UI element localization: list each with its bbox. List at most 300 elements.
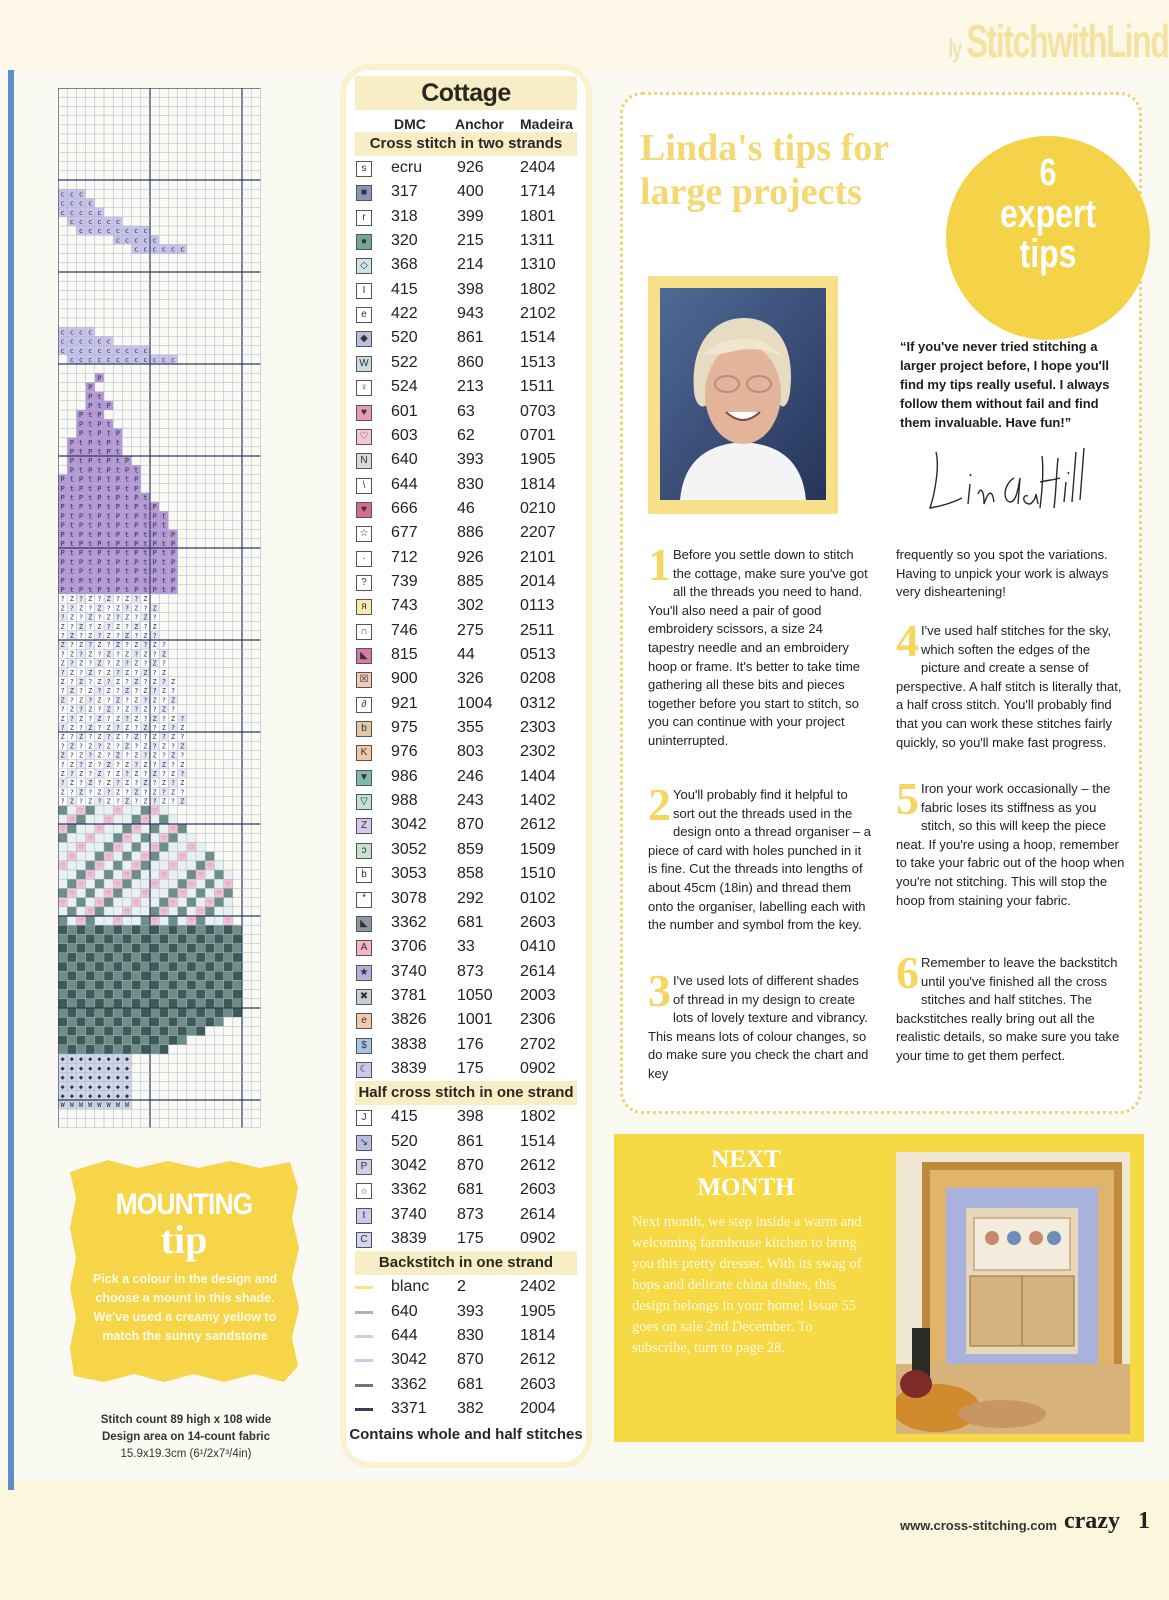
svg-text:◆: ◆ — [69, 1082, 74, 1091]
svg-text:c: c — [78, 208, 84, 217]
svg-text:t: t — [124, 521, 130, 530]
svg-text:Z: Z — [88, 779, 93, 788]
svg-text:c: c — [97, 208, 102, 217]
footer-url: www.cross-stitching.com — [900, 1518, 1057, 1533]
svg-text:?: ? — [134, 613, 139, 622]
key-row — [356, 716, 576, 740]
svg-text:?: ? — [134, 705, 139, 714]
svg-text:◆: ◆ — [78, 1092, 84, 1100]
svg-text:t: t — [143, 494, 148, 502]
svg-text:t: t — [161, 512, 166, 521]
svg-text:♡: ♡ — [115, 880, 120, 889]
svg-text:P: P — [115, 586, 120, 594]
svg-text:?: ? — [97, 705, 102, 714]
key-madeira: 2614 — [520, 1205, 556, 1223]
svg-text:◆: ◆ — [69, 1064, 74, 1073]
svg-text:Z: Z — [69, 705, 74, 714]
key-madeira: 0513 — [520, 646, 556, 663]
svg-text:t: t — [88, 503, 93, 512]
mounting-subtitle: tip — [160, 1217, 208, 1262]
svg-text:P: P — [97, 512, 102, 521]
key-madeira: 0410 — [520, 938, 556, 956]
key-anchor: 398 — [457, 1108, 484, 1126]
key-madeira: 1905 — [520, 1302, 556, 1320]
svg-text:♡: ♡ — [170, 825, 176, 834]
svg-text:?: ? — [78, 779, 84, 788]
key-row — [356, 765, 576, 789]
svg-text:c: c — [78, 218, 84, 226]
svg-text:?: ? — [170, 779, 176, 788]
key-dmc: 3042 — [391, 1157, 427, 1174]
svg-text:c: c — [161, 356, 166, 364]
svg-text:t: t — [124, 512, 130, 521]
svg-text:?: ? — [69, 641, 74, 650]
svg-text:Z: Z — [124, 613, 130, 622]
svg-text:♡: ♡ — [115, 917, 120, 926]
key-madeira: 2612 — [520, 816, 556, 834]
svg-text:c: c — [124, 356, 130, 364]
badge-text-line1: expert — [999, 192, 1097, 236]
svg-text:?: ? — [78, 595, 84, 604]
svg-text:?: ? — [97, 632, 102, 640]
next-month-title-line1: NEXT — [711, 1146, 781, 1173]
svg-text:Z: Z — [106, 779, 111, 788]
key-dmc: 3042 — [391, 1351, 427, 1369]
key-dmc: 644 — [391, 1327, 418, 1345]
svg-text:t: t — [69, 475, 74, 484]
svg-text:P: P — [115, 576, 120, 585]
svg-text:◆: ◆ — [115, 1064, 120, 1073]
svg-text:◆: ◆ — [115, 1082, 120, 1091]
svg-text:t: t — [143, 558, 148, 567]
svg-text:t: t — [69, 576, 74, 585]
svg-text:c: c — [143, 236, 148, 245]
svg-text:Z: Z — [143, 724, 148, 732]
svg-text:c: c — [115, 236, 120, 245]
svg-text:P: P — [60, 530, 65, 539]
svg-text:c: c — [134, 236, 139, 245]
svg-text:♡: ♡ — [78, 843, 84, 852]
key-madeira: 2614 — [520, 962, 556, 980]
svg-text:?: ? — [97, 687, 102, 696]
svg-text:?: ? — [143, 733, 148, 742]
svg-text:P: P — [97, 374, 102, 383]
svg-text:t: t — [88, 549, 93, 558]
svg-text:Z: Z — [143, 613, 148, 622]
svg-text:◆: ◆ — [88, 1092, 93, 1100]
svg-text:?: ? — [143, 604, 148, 613]
svg-text:c: c — [106, 356, 111, 364]
key-madeira: 1814 — [520, 1327, 556, 1345]
svg-text:Z: Z — [97, 770, 102, 778]
svg-text:Z: Z — [97, 733, 102, 742]
key-anchor: 1004 — [457, 694, 493, 712]
key-row — [356, 643, 576, 667]
svg-text:Z: Z — [170, 733, 176, 742]
svg-text:c: c — [78, 337, 84, 346]
svg-text:Z: Z — [106, 668, 111, 677]
svg-text:Z: Z — [88, 650, 93, 659]
svg-text:Z: Z — [78, 770, 84, 778]
svg-text:?: ? — [143, 788, 148, 797]
svg-text:c: c — [60, 190, 65, 199]
svg-text:?: ? — [161, 788, 166, 797]
svg-text:♡: ♡ — [180, 852, 185, 861]
badge-text-line2: tips — [1019, 232, 1077, 276]
key-anchor: 214 — [457, 256, 484, 274]
key-symbol: ◣ — [356, 916, 372, 932]
svg-text:♡: ♡ — [60, 898, 65, 907]
col-header-dmc: DMC — [394, 116, 426, 132]
key-anchor: 873 — [457, 962, 484, 980]
svg-text:?: ? — [152, 687, 157, 696]
svg-text:?: ? — [60, 742, 65, 751]
svg-text:Z: Z — [60, 659, 65, 668]
svg-text:Z: Z — [124, 632, 130, 640]
svg-text:Z: Z — [143, 760, 148, 769]
svg-text:?: ? — [97, 595, 102, 604]
svg-text:♡: ♡ — [134, 825, 139, 834]
svg-text:P: P — [134, 512, 139, 521]
svg-text:Z: Z — [124, 760, 130, 769]
key-madeira: 0210 — [520, 499, 556, 517]
key-dmc: 3706 — [391, 938, 427, 956]
svg-text:◆: ◆ — [115, 1073, 120, 1082]
key-anchor: 355 — [457, 719, 484, 737]
svg-text:P: P — [134, 567, 139, 576]
key-madeira: 1802 — [520, 280, 556, 298]
svg-text:?: ? — [88, 770, 93, 778]
svg-text:Z: Z — [106, 760, 111, 769]
svg-text:Z: Z — [161, 724, 166, 732]
key-dmc: 743 — [391, 597, 418, 615]
svg-text:♡: ♡ — [69, 852, 74, 861]
svg-text:c: c — [106, 227, 111, 236]
svg-text:P: P — [78, 512, 84, 521]
svg-text:?: ? — [124, 733, 130, 742]
svg-text:Z: Z — [143, 797, 148, 806]
svg-text:?: ? — [106, 604, 111, 613]
svg-text:Z: Z — [69, 760, 74, 769]
svg-text:Z: Z — [134, 751, 139, 760]
key-symbol: ♥ — [356, 405, 372, 421]
tip-item — [896, 773, 1128, 910]
svg-text:Z: Z — [88, 742, 93, 751]
svg-text:Z: Z — [115, 714, 120, 723]
svg-text:Z: Z — [78, 659, 84, 668]
svg-text:P: P — [170, 530, 176, 539]
svg-text:Z: Z — [97, 641, 102, 650]
svg-text:Z: Z — [152, 733, 157, 742]
svg-text:t: t — [88, 558, 93, 567]
svg-text:Z: Z — [78, 751, 84, 760]
svg-text:?: ? — [69, 714, 74, 723]
svg-text:P: P — [152, 586, 157, 594]
svg-text:P: P — [78, 530, 84, 539]
svg-text:P: P — [97, 576, 102, 585]
key-dmc: ecru — [391, 159, 423, 176]
svg-text:♡: ♡ — [106, 816, 111, 824]
svg-text:?: ? — [180, 751, 185, 760]
svg-text:?: ? — [78, 760, 84, 769]
svg-text:♡: ♡ — [180, 889, 185, 898]
key-dmc: 666 — [391, 499, 418, 517]
key-anchor: 870 — [457, 1157, 484, 1174]
svg-text:c: c — [143, 227, 148, 236]
svg-text:t: t — [161, 576, 166, 585]
svg-text:?: ? — [60, 760, 65, 769]
key-row — [356, 935, 576, 959]
key-anchor: 399 — [457, 207, 484, 225]
svg-text:W: W — [106, 1101, 111, 1110]
key-symbol: ꜜ — [356, 892, 372, 908]
key-section-header: Cross stitch in two strands — [355, 132, 577, 156]
svg-text:?: ? — [60, 595, 65, 604]
key-madeira: 0703 — [520, 402, 556, 420]
key-symbol: t — [356, 1208, 372, 1224]
svg-text:Z: Z — [115, 622, 120, 631]
key-anchor: 176 — [457, 1035, 484, 1053]
svg-text:t: t — [88, 567, 93, 576]
svg-text:Z: Z — [60, 714, 65, 723]
page-edge-strip — [8, 70, 14, 1490]
svg-text:W: W — [78, 1101, 84, 1110]
svg-text:P: P — [60, 503, 65, 512]
svg-text:?: ? — [152, 724, 157, 732]
mounting-body: Pick a colour in the design and choose a mount in this shade. We've used a creamy yellow to match the sunny sandstone — [92, 1272, 278, 1343]
key-anchor: 246 — [457, 767, 484, 785]
svg-text:P: P — [97, 420, 102, 429]
svg-text:P: P — [106, 438, 111, 447]
svg-text:?: ? — [134, 632, 139, 640]
key-anchor: 861 — [457, 1132, 484, 1150]
svg-text:Z: Z — [106, 742, 111, 751]
key-anchor: 213 — [457, 378, 484, 396]
svg-text:?: ? — [152, 760, 157, 769]
svg-text:?: ? — [88, 714, 93, 723]
key-anchor: 860 — [457, 353, 484, 371]
svg-text:Z: Z — [97, 622, 102, 631]
svg-text:t: t — [143, 586, 148, 594]
svg-text:Z: Z — [124, 668, 130, 677]
mounting-title: MOUNTING — [115, 1188, 253, 1221]
svg-text:P: P — [115, 558, 120, 567]
svg-text:?: ? — [170, 742, 176, 751]
svg-text:t: t — [143, 576, 148, 585]
svg-text:?: ? — [143, 678, 148, 686]
key-madeira: 2302 — [520, 743, 556, 761]
portrait-illustration — [660, 288, 826, 500]
svg-text:c: c — [106, 218, 111, 226]
key-row — [356, 375, 576, 399]
tip-text: I've used half stitches for the sky, which soften the edges of the picture and create a sense of perspective. A half stitch is literally that, a half cross stitch. You'll probably find that you can work these stitches fairly quickly, so you'll make fast progress. — [896, 623, 1122, 750]
svg-text:Z: Z — [78, 604, 84, 613]
svg-text:P: P — [60, 484, 65, 493]
key-dmc: 3740 — [391, 1205, 427, 1223]
svg-text:P: P — [106, 457, 111, 466]
key-anchor: 33 — [457, 938, 475, 956]
svg-text:t: t — [124, 503, 130, 512]
key-dmc: 3781 — [391, 986, 427, 1004]
svg-text:Z: Z — [97, 604, 102, 613]
svg-text:c: c — [69, 199, 74, 208]
svg-text:c: c — [170, 356, 176, 364]
svg-text:t: t — [78, 448, 84, 456]
svg-text:?: ? — [106, 678, 111, 686]
svg-text:Z: Z — [124, 742, 130, 751]
svg-text:P: P — [152, 530, 157, 539]
svg-text:?: ? — [161, 714, 166, 723]
svg-text:◆: ◆ — [106, 1064, 111, 1073]
svg-text:?: ? — [180, 733, 185, 742]
svg-text:P: P — [78, 540, 84, 548]
svg-text:?: ? — [60, 797, 65, 806]
svg-text:Z: Z — [152, 659, 157, 668]
key-symbol: ♥ — [356, 502, 372, 518]
svg-text:?: ? — [170, 687, 176, 696]
svg-text:?: ? — [134, 595, 139, 604]
key-madeira: 2102 — [520, 305, 556, 323]
key-dmc: 422 — [391, 305, 418, 323]
svg-text:?: ? — [97, 779, 102, 788]
svg-text:c: c — [152, 236, 157, 245]
key-anchor: 926 — [457, 548, 484, 566]
svg-text:◆: ◆ — [115, 1092, 120, 1100]
svg-text:Z: Z — [115, 641, 120, 650]
svg-text:t: t — [69, 521, 74, 530]
key-row — [356, 521, 576, 545]
key-row — [356, 156, 576, 180]
key-anchor: 943 — [457, 305, 484, 323]
svg-text:?: ? — [88, 733, 93, 742]
key-anchor: 382 — [457, 1400, 484, 1418]
svg-text:P: P — [78, 586, 84, 594]
svg-text:t: t — [115, 457, 120, 466]
tip-text: You'll probably find it helpful to sort out the threads used in the design onto a thread organiser – a piece of card with holes punched in it is fine. Cut the threads into lengths of about 45cm (18in) and thread them onto the organiser, labelling each with the number and symbol from the key. — [648, 787, 872, 933]
key-dmc: 524 — [391, 378, 418, 396]
svg-text:?: ? — [124, 788, 130, 797]
svg-text:t: t — [88, 494, 93, 502]
key-madeira: 2303 — [520, 719, 556, 737]
key-symbol: N — [356, 453, 372, 469]
svg-text:♡: ♡ — [207, 898, 212, 907]
svg-text:c: c — [124, 236, 130, 245]
svg-text:P: P — [78, 429, 84, 438]
svg-text:?: ? — [115, 760, 120, 769]
svg-text:?: ? — [161, 733, 166, 742]
svg-text:t: t — [88, 521, 93, 530]
svg-text:P: P — [134, 521, 139, 530]
svg-text:Z: Z — [143, 632, 148, 640]
badge-text — [966, 194, 1129, 274]
key-backstitch-line — [355, 1335, 373, 1338]
svg-text:♡: ♡ — [226, 917, 231, 926]
header-brand — [949, 14, 1169, 68]
svg-text:Z: Z — [97, 659, 102, 668]
svg-text:c: c — [115, 346, 120, 355]
key-row — [356, 1203, 576, 1227]
key-madeira: 1510 — [520, 865, 556, 883]
svg-text:?: ? — [69, 733, 74, 742]
key-anchor: 393 — [457, 1302, 484, 1320]
svg-text:P: P — [134, 540, 139, 548]
key-symbol: ☾ — [356, 1062, 372, 1078]
svg-text:?: ? — [60, 687, 65, 696]
svg-text:Z: Z — [180, 797, 185, 806]
svg-text:?: ? — [143, 696, 148, 705]
svg-text:P: P — [152, 567, 157, 576]
key-anchor: 393 — [457, 451, 484, 469]
svg-text:Z: Z — [115, 659, 120, 668]
svg-text:♡: ♡ — [106, 852, 111, 861]
svg-text:Z: Z — [152, 696, 157, 705]
svg-text:◆: ◆ — [106, 1073, 111, 1082]
svg-text:?: ? — [78, 632, 84, 640]
key-symbol: ɔ — [356, 843, 372, 859]
svg-text:?: ? — [134, 668, 139, 677]
svg-text:t: t — [161, 549, 166, 558]
key-madeira: 2003 — [520, 986, 556, 1004]
svg-text:t: t — [88, 475, 93, 484]
signature — [918, 438, 1098, 533]
svg-text:?: ? — [78, 724, 84, 732]
key-dmc: 975 — [391, 719, 418, 737]
svg-text:W: W — [115, 1101, 120, 1110]
key-dmc: 3838 — [391, 1035, 427, 1053]
svg-text:Z: Z — [69, 687, 74, 696]
svg-text:♡: ♡ — [198, 871, 203, 880]
svg-text:P: P — [88, 438, 93, 447]
svg-text:Z: Z — [88, 668, 93, 677]
svg-text:P: P — [115, 530, 120, 539]
svg-text:t: t — [69, 494, 74, 502]
svg-text:?: ? — [161, 659, 166, 668]
svg-text:Z: Z — [60, 733, 65, 742]
svg-text:♡: ♡ — [78, 917, 84, 926]
svg-text:?: ? — [60, 779, 65, 788]
svg-text:t: t — [124, 484, 130, 493]
svg-text:t: t — [78, 466, 84, 475]
svg-text:?: ? — [60, 632, 65, 640]
tip-item — [896, 947, 1128, 1066]
page-number: 1 — [1138, 1508, 1150, 1534]
svg-text:W: W — [124, 1101, 130, 1110]
svg-text:P: P — [88, 392, 93, 401]
key-dmc: 3740 — [391, 962, 427, 980]
svg-text:t: t — [115, 466, 120, 475]
svg-text:?: ? — [134, 797, 139, 806]
svg-text:t: t — [124, 530, 130, 539]
key-symbol: K — [356, 745, 372, 761]
key-anchor: 275 — [457, 621, 484, 639]
svg-text:?: ? — [69, 604, 74, 613]
key-symbol: ✖ — [356, 989, 372, 1005]
key-anchor: 175 — [457, 1059, 484, 1077]
key-row — [356, 813, 576, 837]
svg-text:Z: Z — [106, 650, 111, 659]
svg-text:Z: Z — [88, 595, 93, 604]
svg-text:P: P — [115, 521, 120, 530]
key-anchor: 1050 — [457, 986, 493, 1004]
key-anchor: 215 — [457, 232, 484, 250]
svg-text:c: c — [170, 245, 176, 254]
key-backstitch-line — [355, 1286, 373, 1289]
svg-text:P: P — [106, 448, 111, 456]
key-row — [356, 838, 576, 862]
svg-text:t: t — [97, 457, 102, 466]
key-symbol: · — [356, 551, 372, 567]
svg-text:♡: ♡ — [143, 816, 148, 824]
